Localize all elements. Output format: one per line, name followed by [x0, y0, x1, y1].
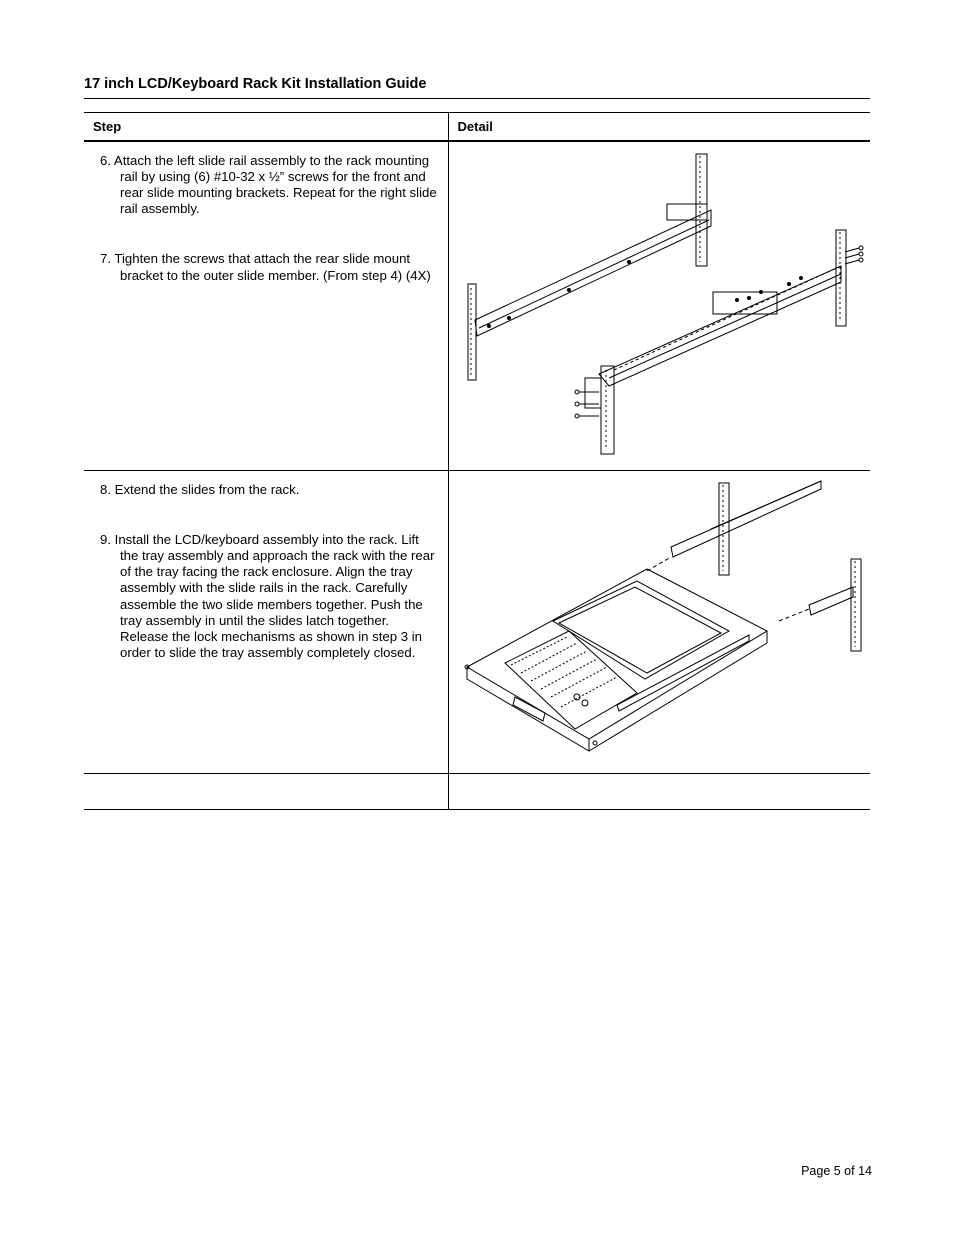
step-8-text: 8. Extend the slides from the rack. [100, 481, 300, 497]
table-row [84, 470, 870, 773]
document-title: 17 inch LCD/Keyboard Rack Kit Installation Guide [84, 76, 427, 92]
installation-steps-table [84, 112, 870, 810]
detail-cell [448, 470, 870, 773]
step-cell [84, 773, 448, 809]
table-header-row [84, 113, 870, 141]
detail-cell [448, 773, 870, 809]
step-cell [84, 141, 448, 471]
step-6-text: 6. Attach the left slide rail assembly to the rack mounting rail by using (6) #10-32 x ½” screws for the front and rear slide mounting brackets. Repeat for the right slide rail assembly. [100, 152, 437, 217]
page-number: Page 5 of 14 [801, 1164, 872, 1178]
lcd-keyboard-tray-installation-diagram [449, 471, 870, 773]
step-7-text: 7. Tighten the screws that attach the rear slide mount bracket to the outer slide member. (From step 4) (4X) [100, 251, 431, 283]
step-column-header: Step [84, 113, 448, 141]
step-cell [84, 470, 448, 773]
slide-rail-mounting-diagram [449, 142, 870, 470]
detail-column-header: Detail [448, 113, 870, 141]
table-row [84, 141, 870, 471]
table-row [84, 773, 870, 809]
detail-cell [448, 141, 870, 471]
title-divider [84, 98, 870, 99]
step-9-text: 9. Install the LCD/keyboard assembly into the rack. Lift the tray assembly and approach the rack with the rear of the tray facing the rack enclosure. Align the tray assembly with the slide rails in the rack. Carefully assemble the two slide members together. Push the tray assembly in until the slides latch together. Release the lock mechanisms as shown in step 3 in order to slide the tray assembly completely closed. [100, 531, 435, 661]
